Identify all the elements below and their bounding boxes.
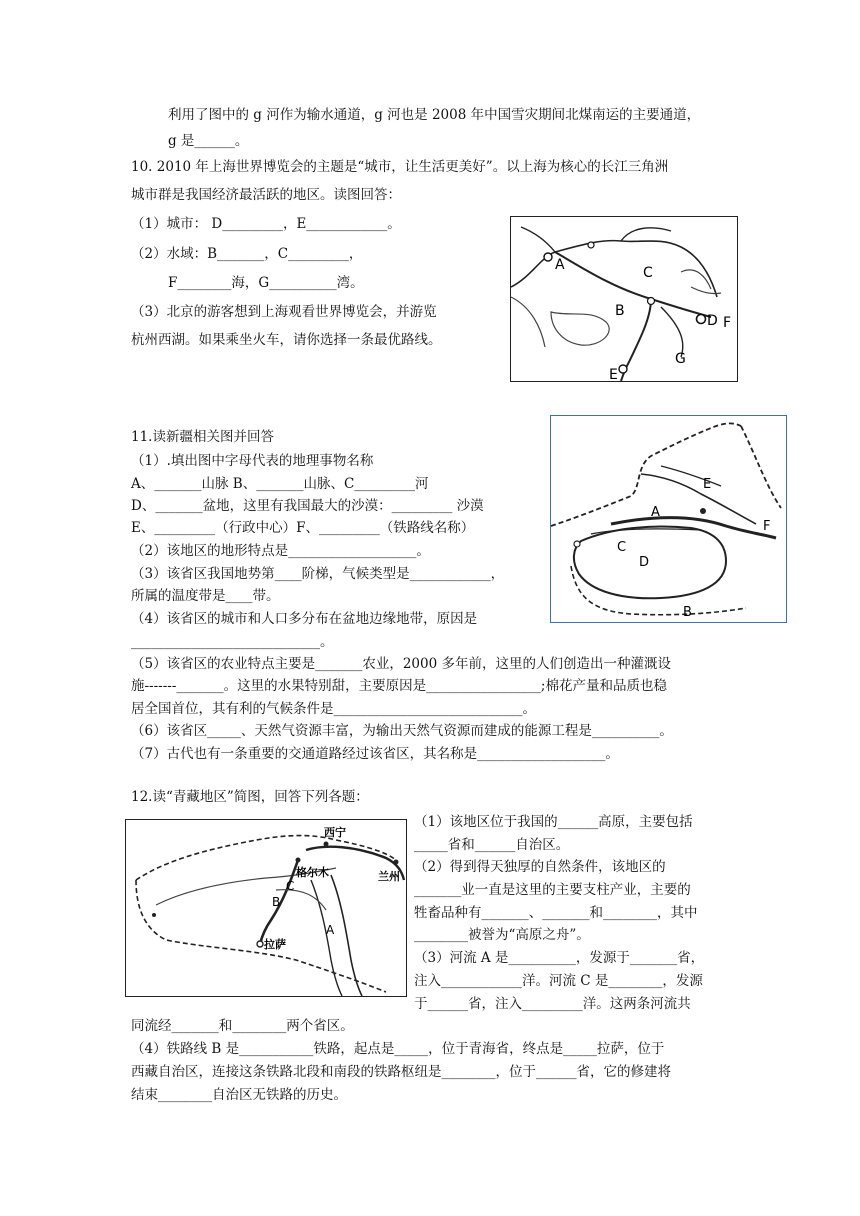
map-label-b: B xyxy=(272,895,281,909)
q10-part3-cont: 杭州西湖。如果乘坐火车，请你选择一条最优路线。 xyxy=(131,332,442,348)
map-label-b: B xyxy=(683,605,692,620)
q11-part5-cont: 施-------_______。这里的水果特别甜，主要原因是_________________;棉花产量和品质也稳 xyxy=(131,678,667,694)
q12-part4-cont2: 结束________自治区无铁路的历史。 xyxy=(131,1087,347,1103)
xinjiang-map xyxy=(550,415,787,623)
q11-part5: （5）该省区的农业特点主要是_______农业，2000 多年前，这里的人们创造出一种灌溉设 xyxy=(131,656,671,672)
map-label-a: A xyxy=(651,505,660,520)
q11-part1-a: A、_______山脉 B、_______山脉、C_________河 xyxy=(131,476,429,492)
map-label-c: C xyxy=(286,879,295,893)
q11-part1: （1）.填出图中字母代表的地理事物名称 xyxy=(131,453,374,469)
q11-part5-cont2: 居全国首位，其有利的气候条件是____________________________。 xyxy=(131,701,536,717)
q11-part1-b: D、_______盆地，这里有我国最大的沙漠：_________ 沙漠 xyxy=(131,498,484,514)
q12-part3: （3）河流 A 是__________，发源于_______省， xyxy=(414,950,705,966)
q10-part2: （2）水域：B_______，C_________， xyxy=(131,246,363,262)
map-label-f: F xyxy=(763,519,771,534)
map-label-golmud: 格尔木 xyxy=(296,866,329,879)
q12-part4-cont: 西藏自治区，连接这条铁路北段和南段的铁路枢纽是________，位于______省，它的修建将 xyxy=(131,1064,671,1080)
q12-part2-cont3: ________被誉为“高原之舟”。 xyxy=(414,927,590,943)
map-label-a: A xyxy=(555,257,565,273)
q11-part6: （6）该省区_____、天然气资源丰富，为输出天然气资源而建成的能源工程是__________。 xyxy=(131,723,673,739)
map-label-a: A xyxy=(326,923,335,937)
q9-line2: g 是______。 xyxy=(168,133,249,149)
q10-stem-cont: 城市群是我国经济最活跃的地区。读图回答： xyxy=(131,187,401,203)
q12-part3-cont: 注入____________洋。河流 C 是________，发源 xyxy=(414,973,703,989)
map-label-f: F xyxy=(723,315,732,331)
map-label-d: D xyxy=(639,555,650,570)
q12-part3-cont3: 同流经_______和________两个省区。 xyxy=(131,1018,354,1034)
q11-part2: （2）该地区的地形特点是___________________。 xyxy=(131,543,430,559)
q11-part4-cont: ____________________________。 xyxy=(131,634,334,650)
yangtze-delta-map xyxy=(510,216,738,382)
q11-title: 11.读新疆相关图并回答 xyxy=(131,429,274,445)
q10-part2-cont: F________海，G__________湾。 xyxy=(168,275,364,291)
map-label-g: G xyxy=(675,351,686,367)
q12-part2-cont: _______业一直是这里的主要支柱产业，主要的 xyxy=(414,882,691,898)
qinghai-tibet-map xyxy=(125,819,407,997)
q11-part3-cont: 所属的温度带是____带。 xyxy=(131,588,280,604)
q12-part1-cont: _____省和______自治区。 xyxy=(414,837,570,853)
q12-part3-cont2: 于______省，注入_________洋。这两条河流共 xyxy=(414,996,691,1012)
map-label-c: C xyxy=(643,265,653,281)
map-label-lhasa: 拉萨 xyxy=(264,938,286,951)
q10-part1: （1）城市： D_________，E____________。 xyxy=(131,216,401,232)
q11-part7: （7）古代也有一条重要的交通道路经过该省区，其名称是___________________。 xyxy=(131,746,619,762)
map-label-e: E xyxy=(609,367,618,381)
q12-title: 12.读“青藏地区”简图，回答下列各题： xyxy=(131,789,369,805)
map-label-c: C xyxy=(617,540,627,555)
q11-part4: （4）该省区的城市和人口多分布在盆地边缘地带，原因是 xyxy=(131,611,478,627)
q12-part2-cont2: 牲畜品种有_______、_______和________，其中 xyxy=(414,905,698,921)
q12-part2: （2）得到得天独厚的自然条件，该地区的 xyxy=(414,859,666,875)
map-label-lanzhou: 兰州 xyxy=(378,870,400,883)
map-label-d: D xyxy=(707,313,718,329)
q12-part1: （1）该地区位于我国的______高原，主要包括 xyxy=(414,814,693,830)
map-label-e: E xyxy=(703,477,712,492)
map-label-b: B xyxy=(615,303,625,319)
q9-line1: 利用了图中的 g 河作为输水通道，g 河也是 2008 年中国雪灾期间北煤南运的主要通道， xyxy=(168,107,701,123)
map-label-xining: 西宁 xyxy=(324,826,346,839)
q10-stem: 10. 2010 年上海世界博览会的主题是“城市，让生活更美好”。以上海为核心的长江三角洲 xyxy=(131,159,669,175)
q12-part4: （4）铁路线 B 是___________铁路，起点是_____，位于青海省，终点是_____拉萨，位于 xyxy=(131,1041,665,1057)
q11-part3: （3）该省区我国地势第____阶梯，气候类型是____________， xyxy=(131,566,505,582)
q10-part3: （3）北京的游客想到上海观看世界博览会，并游览 xyxy=(131,304,437,320)
q11-part1-c: E、_________（行政中心）F、_________（铁路线名称） xyxy=(131,520,475,536)
